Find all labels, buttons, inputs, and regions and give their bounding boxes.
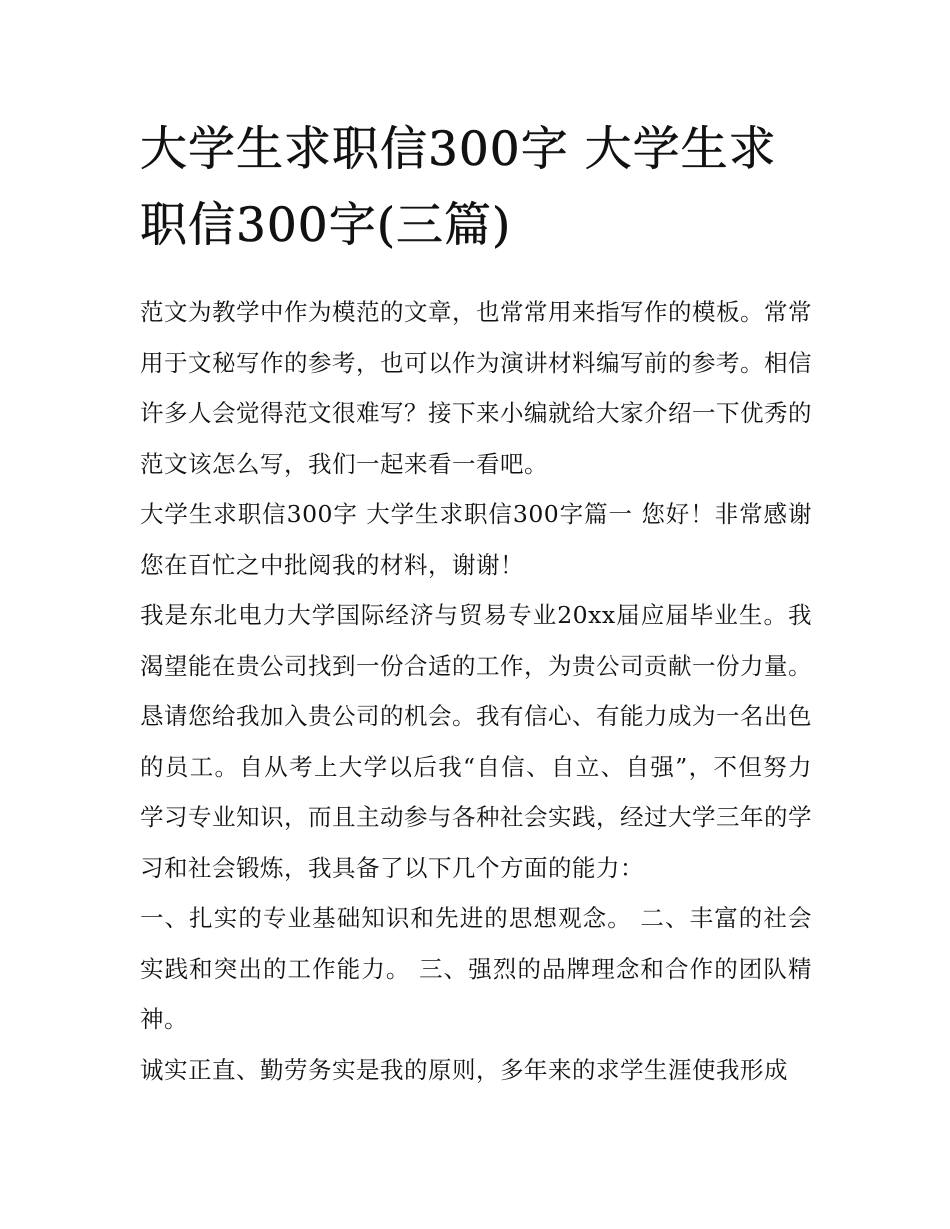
paragraph-abilities-list: 一、扎实的专业基础知识和先进的思想观念。 二、丰富的社会实践和突出的工作能力。 三、强烈的品牌理念和合作的团队精神。 — [140, 904, 812, 1033]
paragraph-self-introduction: 我是东北电力大学国际经济与贸易专业20xx届应届毕业生。我渴望能在贵公司找到一份合适的工作，为贵公司贡献一份力量。恳请您给我加入贵公司的机会。我有信心、有能力成为一名出色的员工。自从考上大学以后我“自信、自立、自强”，不但努力学习专业知识，而且主动参与各种社会实践，经过大学三年的学习和社会锻炼，我具备了以下几个方面的能力： — [140, 601, 812, 882]
document-title: 大学生求职信300字 大学生求职信300字(三篇) — [140, 122, 777, 253]
paragraph-greeting: 大学生求职信300字 大学生求职信300字篇一 您好！非常感谢您在百忙之中批阅我的材料，谢谢！ — [140, 500, 812, 579]
paragraph-intro: 范文为教学中作为模范的文章，也常常用来指写作的模板。常常用于文秘写作的参考，也可以作为演讲材料编写前的参考。相信许多人会觉得范文很难写？接下来小编就给大家介绍一下优秀的范文该怎么写，我们一起来看一看吧。 — [140, 298, 812, 478]
document-page — [140, 112, 812, 1095]
paragraph-principles: 诚实正直、勤劳务实是我的原则，多年来的求学生涯使我形成 — [140, 1055, 788, 1084]
document-body — [140, 287, 812, 1095]
